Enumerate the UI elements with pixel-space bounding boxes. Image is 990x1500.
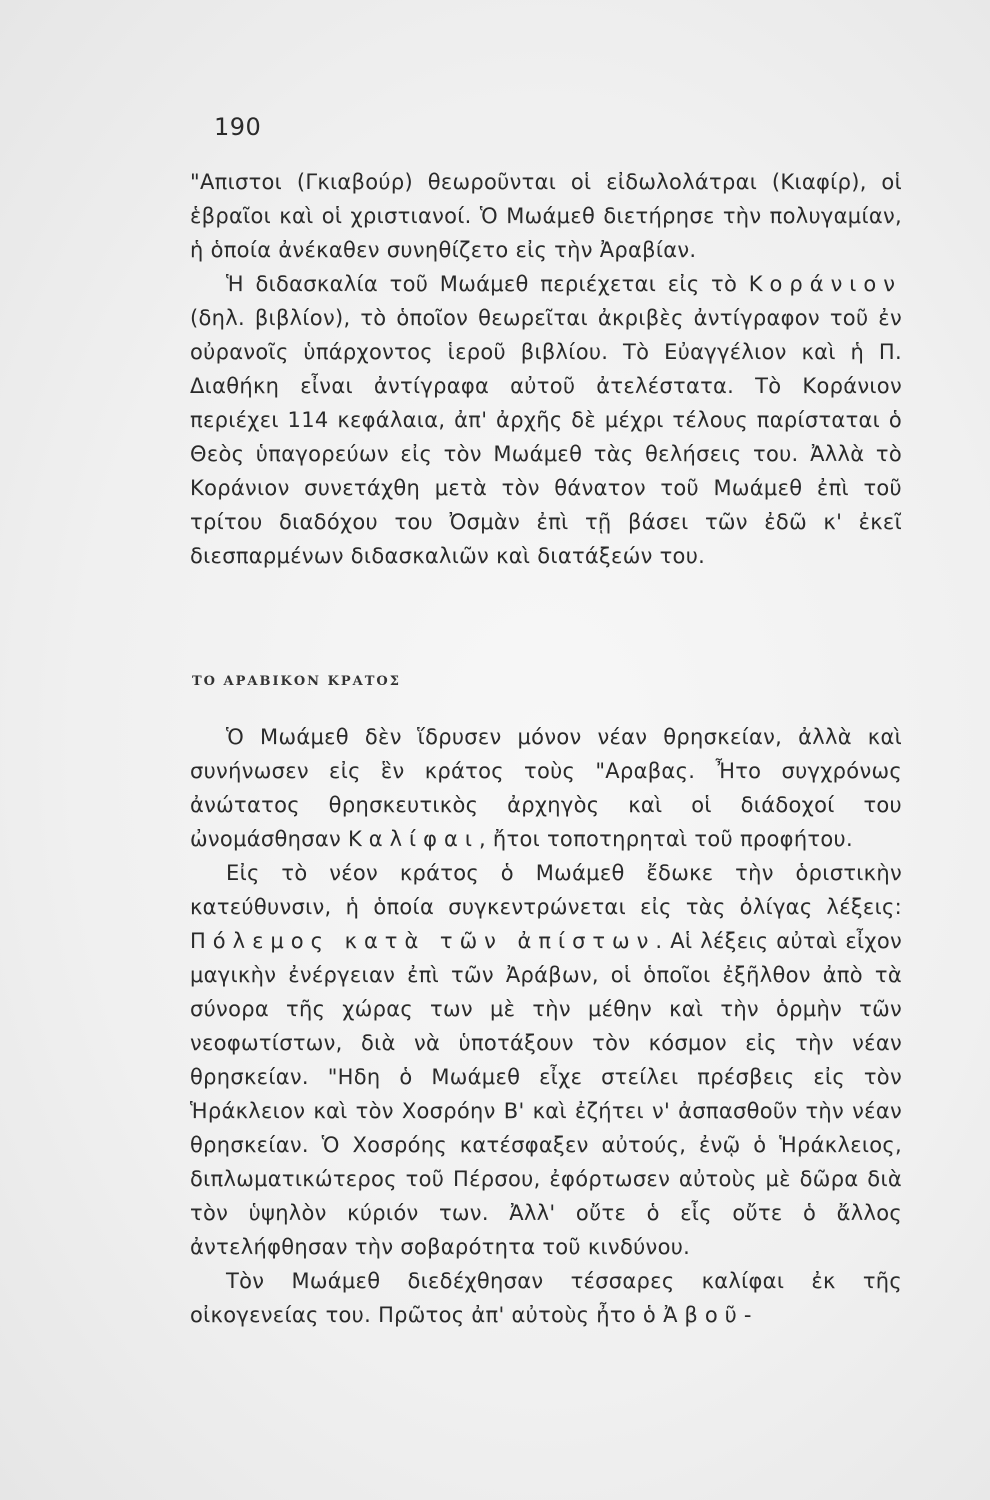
paragraph-2 xyxy=(190,267,902,573)
paragraph-1: "Απιστοι (Γκιαβούρ) θεωροῦνται οἱ εἰδωλολάτραι (Κιαφίρ), οἱ ἑβραῖοι καὶ οἱ χριστιανοί. Ὁ Μωάμεθ διετήρησε τὴν πολυγαμίαν, ἡ ὁποία ἀνέκαθεν συνηθίζετο εἰς τὴν Ἀραβίαν. xyxy=(190,170,902,262)
text-section-2 xyxy=(190,720,902,1332)
page-number: 190 xyxy=(214,113,262,141)
paragraph-2-start: Ἡ διδασκαλία τοῦ Μωάμεθ περιέχεται εἰς τὸ xyxy=(226,272,749,296)
paragraph-3 xyxy=(190,720,902,856)
paragraph-2-end: (δηλ. βιβλίον), τὸ ὁποῖον θεωρεῖται ἀκριβὲς ἀντίγραφον τοῦ ἐν οὐρανοῖς ὑπάρχοντος ἱεροῦ βιβλίου. Τὸ Εὐαγγέλιον καὶ ἡ Π. Διαθήκη εἶναι ἀντίγραφα αὐτοῦ ἀτελέστατα. Τὸ Κοράνιον περιέχει 114 κεφάλαια, ἀπ' ἀρχῆς δὲ μέχρι τέλους παρίσταται ὁ Θεὸς ὑπαγορεύων εἰς τὸν Μωάμεθ τὰς θελήσεις του. Ἀλλὰ τὸ Κοράνιον συνετάχθη μετὰ τὸν θάνατον τοῦ Μωάμεθ ἐπὶ τοῦ τρίτου διαδόχου του Ὀσμὰν ἐπὶ τῇ βάσει τῶν ἐδῶ κ' ἐκεῖ διεσπαρμένων διδασκαλιῶν καὶ διατάξεών του. xyxy=(190,306,902,568)
paragraph-4-start: Εἰς τὸ νέον κράτος ὁ Μωάμεθ ἔδωκε τὴν ὁριστικὴν κατεύθυνσιν, ἡ ὁποία συγκεντρώνεται εἰς τὰς ὀλίγας λέξεις: xyxy=(190,861,902,919)
paragraph-5-start: Τὸν Μωάμεθ διεδέχθησαν τέσσαρες καλίφαι ἐκ τῆς οἰκογενείας του. Πρῶτος ἀπ' αὐτοὺς ἦτο ὁ xyxy=(190,1269,902,1327)
abou-spaced: Ἀβοῦ- xyxy=(663,1303,759,1327)
section-heading: ΤΟ ΑΡΑΒΙΚΟΝ ΚΡΑΤΟΣ xyxy=(192,674,401,689)
paragraph-4 xyxy=(190,856,902,1264)
slogan-spaced: Πόλεμος κατὰ τῶν ἀπίστων xyxy=(190,929,656,953)
paragraph-3-start: Ὁ Μωάμεθ δὲν ἵδρυσεν μόνον νέαν θρησκείαν, ἀλλὰ καὶ συνήνωσεν εἰς ἓν κράτος τοὺς "Αραβας. Ἦτο συγχρόνως ἀνώτατος θρησκευτικὸς ἀρχηγὸς καὶ οἱ διάδοχοί του ὠνομάσθησαν xyxy=(190,725,902,851)
paragraph-3-end: , ἤτοι τοποτηρηταὶ τοῦ προφήτου. xyxy=(478,827,853,851)
text-section-1 xyxy=(190,165,902,573)
kalifai-spaced: Καλίφαι xyxy=(348,827,479,851)
koranion-spaced: Κοράνιον xyxy=(748,272,902,296)
paragraph-4-end: . Αἱ λέξεις αὐταὶ εἶχον μαγικὴν ἐνέργειαν ἐπὶ τῶν Ἀράβων, οἱ ὁποῖοι ἐξῆλθον ἀπὸ τὰ σύνορα τῆς χώρας των μὲ τὴν μέθην καὶ τὴν ὁρμὴν τῶν νεοφωτίστων, διὰ νὰ ὑποτάξουν τὸν κόσμον εἰς τὴν νέαν θρησκείαν. "Ηδη ὁ Μωάμεθ εἶχε στείλει πρέσβεις εἰς τὸν Ἡράκλειον καὶ τὸν Χοσρόην Β' καὶ ἐζήτει ν' ἀσπασθοῦν τὴν νέαν θρησκείαν. Ὁ Χοσρόης κατέσφαξεν αὐτούς, ἐνῷ ὁ Ἡράκλειος, διπλωματικώτερος τοῦ Πέρσου, ἐφόρτωσεν αὐτοὺς μὲ δῶρα διὰ τὸν ὑψηλὸν κύριόν των. Ἀλλ' οὔτε ὁ εἷς οὔτε ὁ ἄλλος ἀντελήφθησαν τὴν σοβαρότητα τοῦ κινδύνου. xyxy=(190,929,902,1259)
paragraph-5 xyxy=(190,1264,902,1332)
